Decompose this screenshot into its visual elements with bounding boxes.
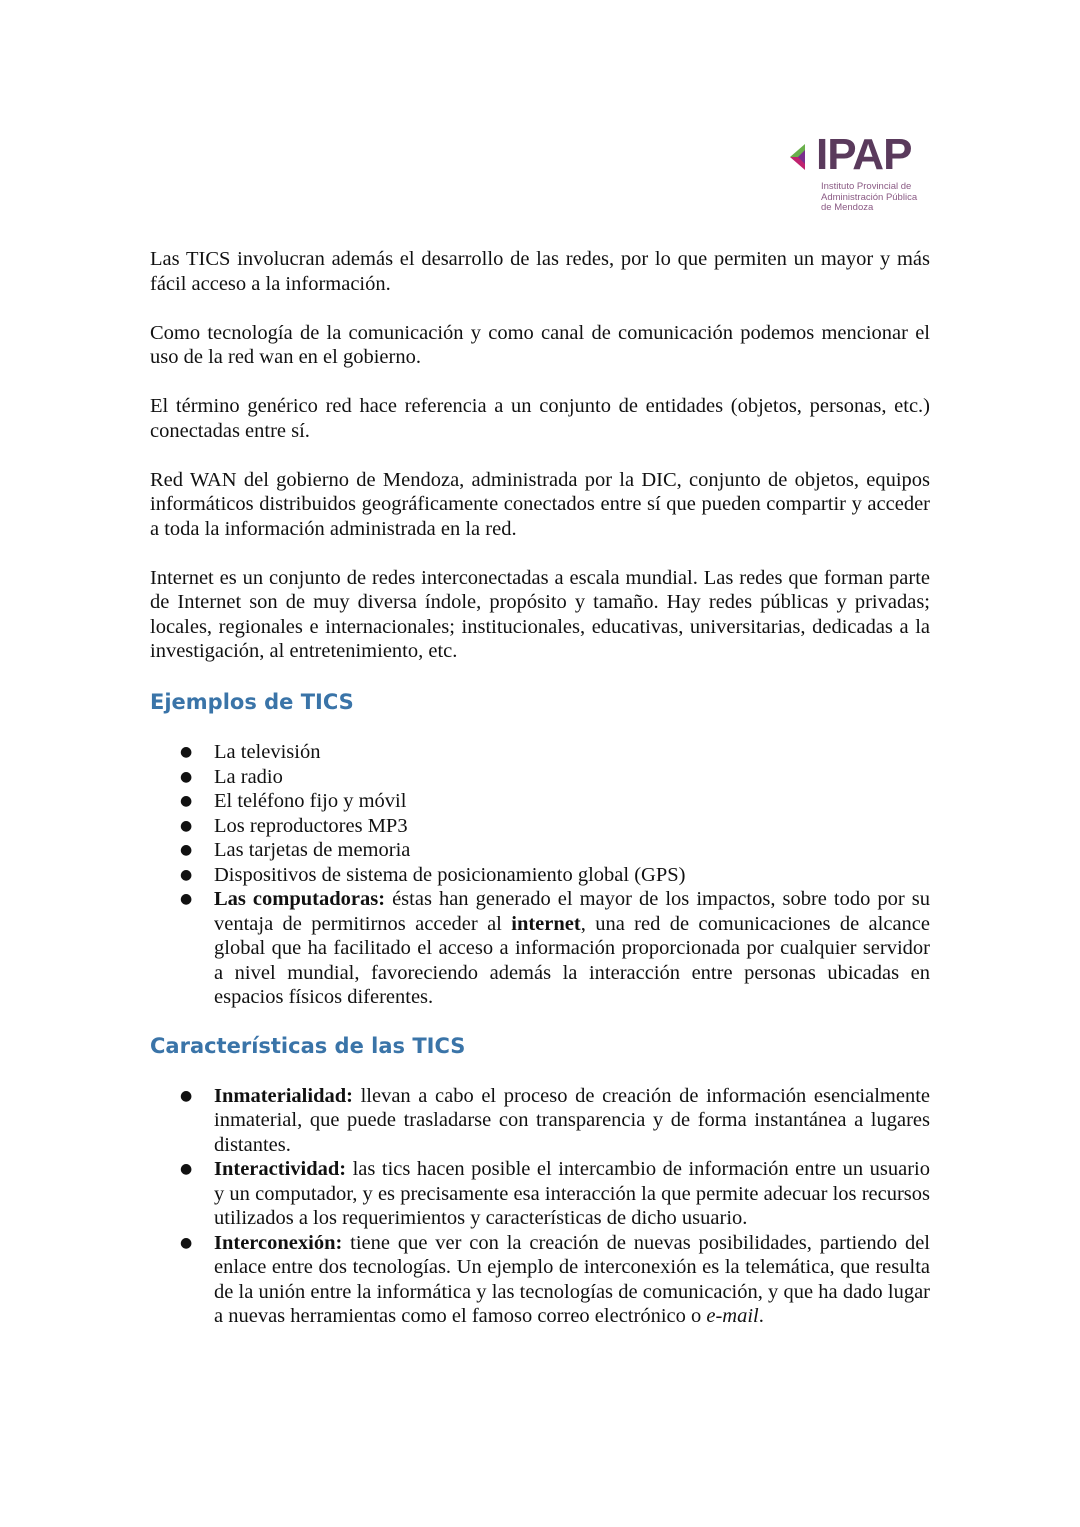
list-item — [150, 1231, 930, 1329]
paragraph: El término genérico red hace referencia a un conjunto de entidades (objetos, personas, etc.) conectadas entre sí. — [150, 395, 930, 442]
italic-word: e-mail — [706, 1305, 759, 1327]
list-item-text: Dispositivos de sistema de posicionamiento global (GPS) — [214, 863, 686, 886]
list-item-text: , una red de comunicaciones de alcance global que ha facilitado el acceso a información proporcionada por cualquier servidor a nivel mundial, favoreciendo además la interacción entre personas ubicadas en espacios físicos diferentes. — [214, 912, 930, 1008]
term: Interconexión: — [214, 1231, 343, 1254]
logo-subtitle-line: Administración Pública — [821, 191, 918, 203]
section-heading-features: Características de las TICS — [150, 1033, 466, 1058]
list-item-text: La televisión — [214, 741, 321, 763]
list-item — [150, 740, 930, 765]
bullet-icon: ● — [180, 768, 193, 785]
list-item — [150, 765, 930, 790]
list-item-text: Las tarjetas de memoria — [214, 839, 411, 861]
list-item-text: éstas han generado el mayor de los impactos, sobre todo por su ventaja de permitirnos acceder al — [214, 888, 930, 935]
list-item — [150, 1157, 930, 1231]
bullet-icon: ● — [180, 842, 193, 858]
term: Interactividad: — [214, 1158, 347, 1180]
bullet-icon: ● — [180, 866, 193, 883]
list-item — [150, 789, 930, 814]
list-item-end: . — [758, 1305, 764, 1327]
term: Inmaterialidad: — [214, 1084, 353, 1107]
list-item-computers — [150, 887, 930, 1010]
bullet-icon: ● — [180, 793, 193, 809]
document-body — [150, 247, 930, 1349]
list-item — [150, 1084, 930, 1158]
ipap-logo — [788, 130, 928, 216]
bullet-icon: ● — [180, 1087, 193, 1104]
paragraph: Red WAN del gobierno de Mendoza, administrada por la DIC, conjunto de objetos, equipos informáticos distribuidos geográficamente conectados entre sí que pueden compartir y acceder a toda la información administrada en la red. — [150, 468, 930, 540]
logo-subtitle-line: Instituto Provincial de — [821, 181, 912, 192]
paragraph: Como tecnología de la comunicación y como canal de comunicación podemos mencionar el uso de la red wan en el gobierno. — [150, 321, 930, 368]
list-item-text: las tics hacen posible el intercambio de información entre un usuario y un computador, y es precisamente esa interacción la que permite adecuar los recursos utilizados a los requerimientos y características de dicho usuario. — [214, 1158, 930, 1229]
examples-list — [150, 740, 930, 1010]
list-item — [150, 814, 930, 839]
list-item — [150, 863, 930, 888]
paragraph: Internet es un conjunto de redes interconectadas a escala mundial. Las redes que forman parte de Internet son de muy diversa índole, propósito y tamaño. Hay redes públicas y privadas; locales, regionales e internacionales; institucionales, educativas, universitarias, dedicadas a la investigación, al entretenimiento, etc. — [150, 566, 930, 662]
features-list — [150, 1084, 930, 1329]
paragraph: Las TICS involucran además el desarrollo de las redes, por lo que permiten un mayor y más fácil acceso a la información. — [150, 248, 930, 295]
bullet-icon: ● — [180, 1161, 193, 1177]
logo-subtitle-line: de Mendoza — [821, 202, 874, 213]
list-item — [150, 838, 930, 863]
bullet-icon: ● — [180, 744, 193, 760]
list-item-text: El teléfono fijo y móvil — [214, 790, 407, 812]
bullet-icon: ● — [180, 891, 193, 907]
bullet-icon: ● — [180, 817, 193, 834]
list-item-text: Los reproductores MP3 — [214, 814, 408, 837]
logo-text: IPAP — [816, 130, 912, 179]
list-item-text: llevan a cabo el proceso de creación de información esencialmente inmaterial, que puede trasladarse con transparencia y de forma instantánea a lugares distantes. — [214, 1084, 930, 1156]
bold-word: internet — [511, 912, 581, 935]
list-item-text: La radio — [214, 765, 283, 788]
term: Las computadoras: — [214, 888, 386, 910]
list-item-text: tiene que ver con la creación de nuevas posibilidades, partiendo del enlace entre dos tecnologías. Un ejemplo de interconexión es la telemática, que resulta de la unión entre la informática y las tecnologías de comunicación, y que ha dado lugar a nuevas herramientas como el famoso correo electrónico o — [214, 1231, 930, 1327]
section-heading-examples: Ejemplos de TICS — [150, 690, 354, 714]
bullet-icon: ● — [180, 1234, 193, 1251]
logo-subtitle — [821, 182, 917, 214]
